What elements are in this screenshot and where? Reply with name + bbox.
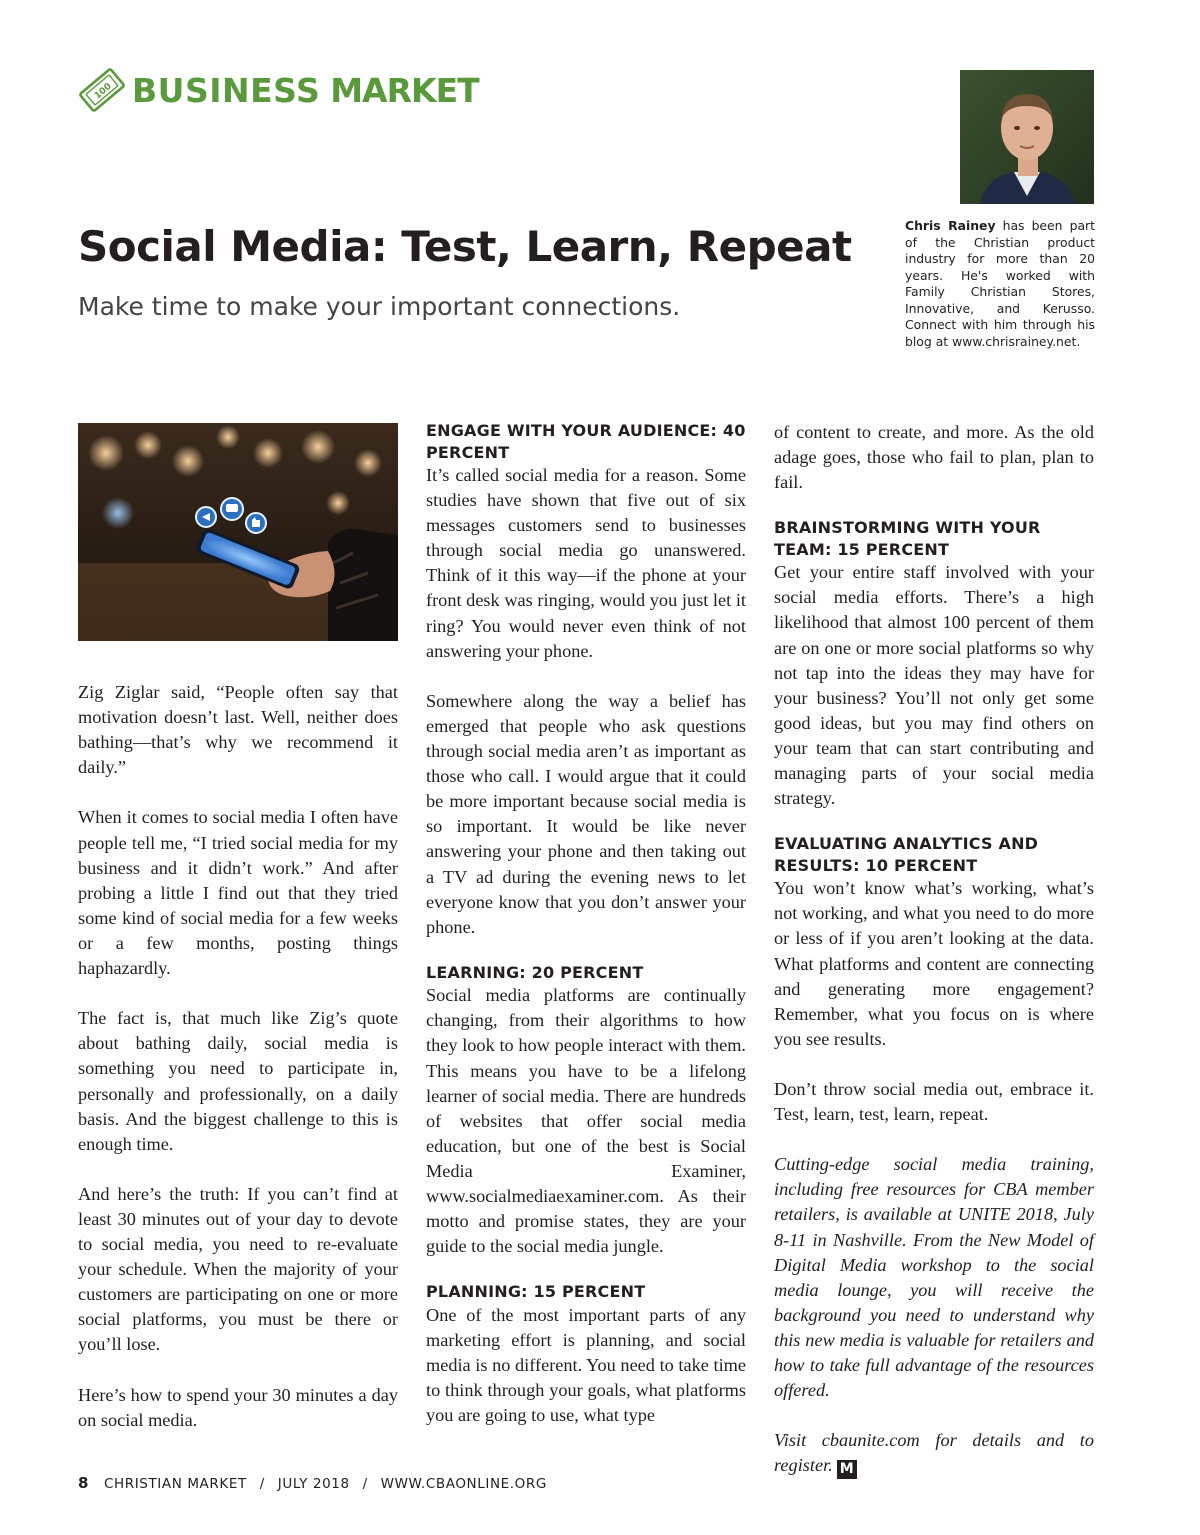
footer-separator: / [362, 1476, 368, 1492]
page-footer [78, 1474, 547, 1492]
subhead-brainstorming: BRAINSTORMING WITH YOUR TEAM: 15 PERCENT [774, 518, 1041, 559]
paragraph: One of the most important parts of any marketing effort is planning, and social media is no different. You need to take time to think through your goals, what platforms you are going to use, what type [426, 1304, 746, 1426]
article-subtitle: Make time to make your important connections. [78, 292, 681, 321]
register-line [774, 1428, 1094, 1479]
author-bio [905, 218, 1095, 350]
author-bio-text: has been part of the Christian product industry for more than 20 years. He's worked with Family Christian Stores, Innovative, and Kerusso. Connect with him through his blog at www.chrisrainey.net. [905, 218, 1096, 349]
footer-separator: / [259, 1476, 265, 1492]
paragraph: Don’t throw social media out, embrace it. Test, learn, test, learn, repeat. [774, 1078, 1094, 1125]
subhead-analytics: EVALUATING ANALYTICS AND RESULTS: 10 PERCENT [774, 834, 1039, 875]
article-column-2 [426, 420, 746, 1428]
author-name: Chris Rainey [905, 218, 996, 233]
paragraph: Here’s how to spend your 30 minutes a day on social media. [78, 1384, 398, 1430]
svg-text:100: 100 [92, 81, 114, 102]
article-column-1 [78, 680, 398, 1433]
paragraph: of content to create, and more. As the old adage goes, those who fail to plan, plan to fail. [774, 422, 1094, 493]
publication-name: CHRISTIAN MARKET [103, 1476, 247, 1492]
issue-date: JULY 2018 [277, 1476, 350, 1492]
article-column-3 [774, 420, 1094, 1479]
paragraph: Social media platforms are continually changing, from their algorithms to how they look to how people interact with them. This means you have to be a lifelong learner of social media. There are hundreds of websites that offer social media education, but one of the best is Social Media Examiner, www.socialmediaexaminer.com. As their motto and promise states, they are your guide to the social media jungle. [426, 985, 746, 1257]
author-headshot [960, 70, 1094, 204]
paragraph: And here’s the truth: If you can’t find at least 30 minutes out of your day to devote to social media, you need to re-evaluate your schedule. When the majority of your customers are participating on one or more social platforms, you must be there or you’ll lose. [78, 1183, 398, 1355]
subhead-planning: PLANNING: 15 PERCENT [426, 1282, 646, 1302]
section-label-business: BUSINESS [132, 70, 321, 110]
money-bill-icon [78, 68, 126, 112]
register-text: Visit cbaunite.com for details and to register. [774, 1430, 1094, 1476]
page-number: 8 [78, 1474, 90, 1492]
subhead-engage: ENGAGE WITH YOUR AUDIENCE: 40 PERCENT [426, 421, 746, 462]
section-label-market: MARKET [330, 70, 479, 110]
paragraph: The fact is, that much like Zig’s quote about bathing daily, social media is something you need to participate in, personally and professionally, on a daily basis. And the biggest challenge to this is enough time. [78, 1008, 398, 1154]
paragraph: Get your entire staff involved with your social media efforts. There’s a high likelihood that almost 100 percent of them are on one or more social platforms so why not tap into the ideas they may have for your business? You’ll not only get some good ideas, but you may find others on your team that can start contributing and managing parts of your social media strategy. [774, 562, 1094, 809]
subhead-learning: LEARNING: 20 PERCENT [426, 962, 644, 982]
end-mark-icon: M [837, 1460, 857, 1479]
paragraph: It’s called social media for a reason. Some studies have shown that five out of six messages customers send to businesses through social media go unanswered. Think of it this way—if the phone at your front desk was ringing, would you just let it ring? You would never even think of not answering your phone. [426, 465, 746, 661]
paragraph: Zig Ziglar said, “People often say that motivation doesn’t last. Well, neither does bathing—that’s why we recommend it daily.” [78, 682, 398, 778]
paragraph: When it comes to social media I often have people tell me, “I tried social media for my business and it didn’t work.” And after probing a little I find out that they tried some kind of social media for a few weeks or a few months, posting things haphazardly. [78, 807, 398, 979]
section-header [78, 68, 479, 112]
article-title: Social Media: Test, Learn, Repeat [78, 222, 852, 271]
paragraph: Somewhere along the way a belief has emerged that people who ask questions through social media aren’t as important as those who call. I would argue that it could be more important because social media is so important. It would be like never answering your phone and then taking out a TV ad during the evening news to let everyone know that you don’t answer your phone. [426, 690, 746, 937]
paragraph: You won’t know what’s working, what’s not working, and what you need to do more or less of if you aren’t looking at the data. What platforms and content are connecting and generating more engagement? Remember, what you focus on is where you see results. [774, 878, 1094, 1049]
article-photo [78, 423, 398, 641]
website-url: WWW.CBAONLINE.ORG [380, 1476, 547, 1492]
promo-paragraph: Cutting-edge social media training, including free resources for CBA member retailers, is available at UNITE 2018, July 8-11 in Nashville. From the New Model of Digital Media workshop to the social media lounge, you will receive the background you need to understand why this new media is valuable for retailers and how to take full advantage of the resources offered. [774, 1154, 1094, 1401]
